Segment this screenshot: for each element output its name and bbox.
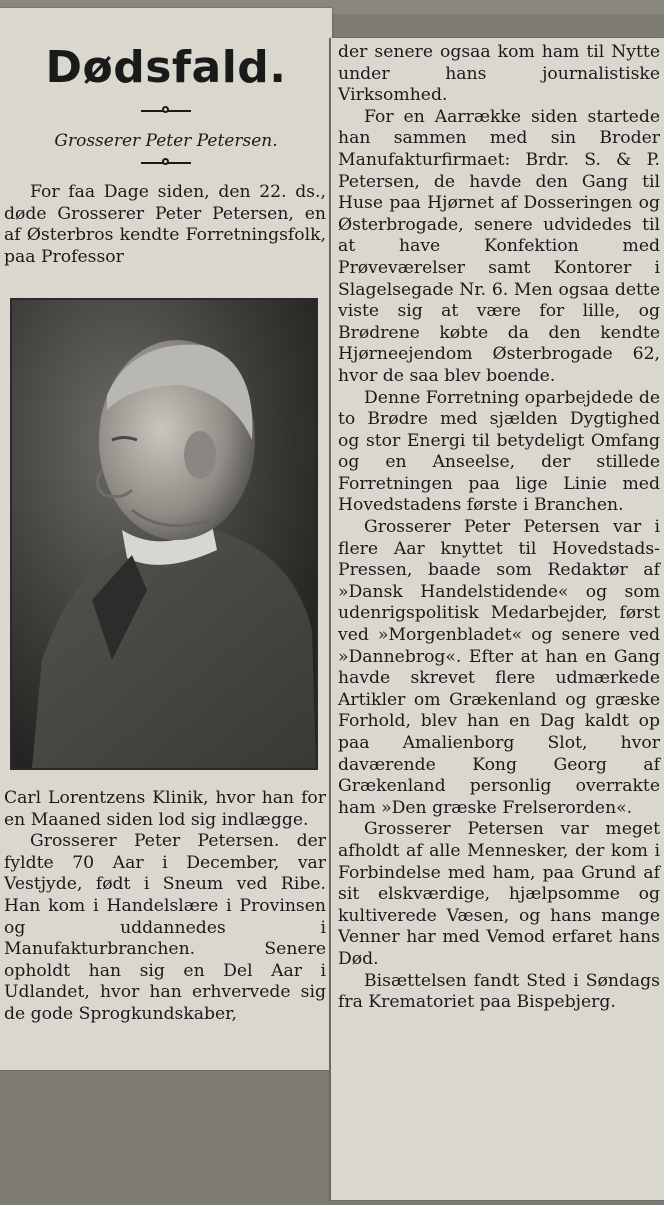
column-rule — [329, 38, 331, 1200]
paragraph: der senere ogsaa kom ham til Nytte under hans journalistiske Virksomhed. — [338, 42, 660, 106]
paragraph: For faa Dage siden, den 22. ds., døde Grosserer Peter Petersen, en af Østerbros kendte Forretningsfolk, paa Professor — [4, 182, 326, 267]
paragraph: Grosserer Peter Petersen. der fyldte 70 Aar i December, var Vestjyde, født i Sneum ved Ribe. Han kom i Handelslære i Provinsen og uddannedes i Manufakturbranchen. Senere opholdt han sig en Del Aar i Udlandet, hvor han erhvervede sig de gode Sprogkundskaber, — [4, 831, 326, 1024]
paragraph: Grosserer Peter Petersen var i flere Aar knyttet til Hovedstads-Pressen, baade som Redaktør af »Dansk Handelstidende« og som udenrigspolitisk Medarbejder, først ved »Morgenbladet« og senere ved »Dannebrog«. Efter at han en Gang havde skrevet flere udmærkede Artikler om Grækenland og græske Forhold, blev han en Dag kaldt op paa Amalienborg Slot, hvor daværende Kong Georg af Grækenland personlig overrakte ham »Den græske Frelserorden«. — [338, 517, 660, 818]
paragraph: For en Aarrække siden startede han sammen med sin Broder Manufakturfirmaet: Brdr. S. & P. Petersen, de havde den Gang til Huse paa Hjørnet af Dosseringen og Østerbrogade, senere udvidedes til at have Konfektion med Prøveværelser samt Kontorer i Slagelsegade Nr. 6. Men ogsaa dette viste sig at være for lille, og Brødrene købte da den kendte Hjørneejendom Østerbrogade 62, hvor de saa blev boende. — [338, 106, 660, 386]
ornament-rule-bottom — [0, 153, 332, 171]
left-column-intro — [4, 182, 326, 268]
right-column — [338, 42, 660, 1014]
paragraph: Grosserer Petersen var meget afholdt af alle Mennesker, der kom i Forbindelse med ham, paa Grund af sit elskværdige, hjælpsomme og kultiverede Væsen, og hans mange Venner har med Vemod erfaret hans Død. — [338, 819, 660, 969]
subheadline: Grosserer Peter Petersen. — [54, 131, 278, 151]
headline: Dødsfald. — [45, 42, 287, 93]
left-column-continued — [4, 788, 326, 1026]
ornament-rule-top — [0, 101, 332, 119]
paragraph: Denne Forretning oparbejdede de to Brødre med sjælden Dygtighed og stor Energi til betydeligt Omfang og en Anseelse, der stillede Forretningen paa lige Linie med Hovedstadens første i Branchen. — [338, 387, 660, 516]
paragraph: Carl Lorentzens Klinik, hvor han for en Maaned siden lod sig indlægge. — [4, 788, 326, 830]
portrait-photo-icon — [10, 298, 318, 770]
paragraph: Bisættelsen fandt Sted i Søndags fra Krematoriet paa Bispebjerg. — [338, 970, 660, 1013]
